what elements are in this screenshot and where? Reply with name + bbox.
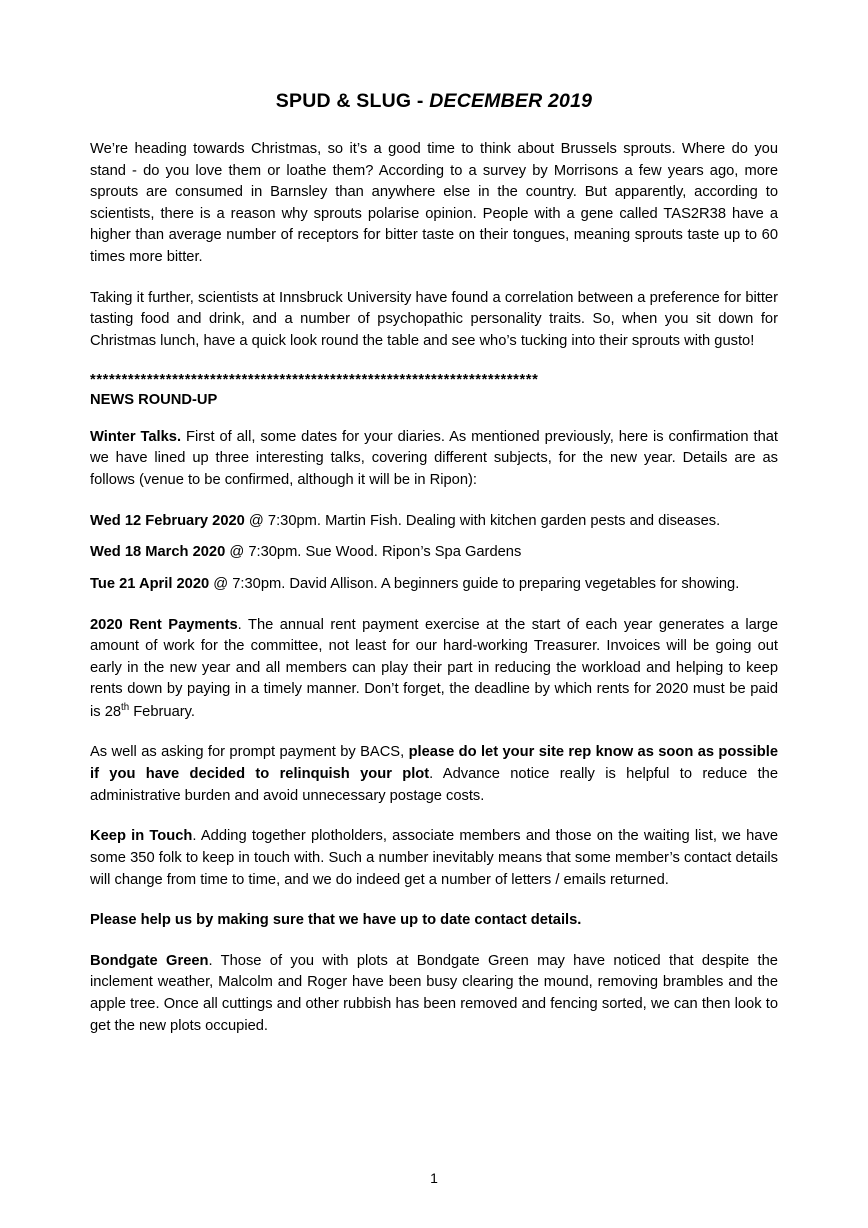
bondgate-green-body: . Those of you with plots at Bondgate Green may have noticed that despite the inclement weather, Malcolm and Roger have been busy clearing the mound, removing brambles and the apple tree. Once all cuttings and other rubbish has been removed and fencing sorted, we can then look to get the new plots occupied.: [90, 952, 778, 1034]
talk-2-details: @ 7:30pm. Sue Wood. Ripon’s Spa Gardens: [225, 544, 522, 561]
winter-talks-body: First of all, some dates for your diaries. As mentioned previously, here is confirmation that we have lined up three interesting talks, covering different subjects, for the new year. Details are as follows (venue to be confirmed, although it will be in Ripon):: [90, 428, 778, 489]
bacs-emphasis: please do let your site rep know as soon as possible if you have decided to relinquish your plot: [90, 744, 778, 783]
paragraph-bacs: [90, 742, 778, 807]
paragraph-winter-talks: [90, 427, 778, 492]
bondgate-green-lead: Bondgate Green: [90, 952, 209, 969]
paragraph-keep-in-touch: [90, 826, 778, 891]
rent-payments-body-pre: . The annual rent payment exercise at the start of each year generates a large amount of work for the committee, not least for our hard-working Treasurer. Invoices will be going out early in the new year and all members can play their part in reducing the workload and helping to keep rents down by paying in a timely manner. Don’t forget, the deadline by which rents for 2020 must be paid is 28: [90, 616, 778, 720]
title-main: SPUD & SLUG -: [275, 90, 430, 112]
bacs-pre: As well as asking for prompt payment by BACS,: [90, 744, 409, 761]
talk-3-date: Tue 21 April 2020: [90, 575, 210, 592]
paragraph-intro-1: We’re heading towards Christmas, so it’s a good time to think about Brussels sprouts. Where do you stand - do you love them or loathe them? According to a survey by Morrisons a few years ago, more sprouts are consumed in Barnsley than anywhere else in the country. But apparently, according to scientists, there is a reason why sprouts polarise opinion. People with a gene called TAS2R38 have a higher than average number of receptors for bitter taste on their tongues, meaning sprouts taste up to 60 times more bitter.: [90, 141, 778, 266]
section-divider: ***********************************************************************: [90, 372, 539, 389]
rent-payments-body-post: February.: [129, 703, 195, 720]
talk-3-details: @ 7:30pm. David Allison. A beginners guide to preparing vegetables for showing.: [209, 575, 740, 592]
page-number: 1: [430, 1170, 438, 1186]
talk-item-3: [90, 574, 778, 596]
paragraph-bondgate-green: [90, 951, 778, 1037]
talk-item-2: [90, 542, 778, 564]
keep-in-touch-body: . Adding together plotholders, associate members and those on the waiting list, we have some 350 folk to keep in touch with. Such a number inevitably means that some member’s contact details will change from time to time, and we do indeed get a number of letters / emails returned.: [90, 828, 778, 888]
rent-payments-lead: 2020 Rent Payments: [90, 616, 238, 633]
talk-1-details: @ 7:30pm. Martin Fish. Dealing with kitchen garden pests and diseases.: [244, 512, 721, 529]
page-title: [90, 90, 778, 113]
talk-2-date: Wed 18 March 2020: [90, 544, 226, 561]
talk-item-1: [90, 511, 778, 533]
bacs-post: . Advance notice really is helpful to reduce the administrative burden and avoid unnecessary postage costs.: [90, 766, 778, 804]
rent-date-suffix: th: [121, 701, 130, 713]
talk-1-date: Wed 12 February 2020: [90, 512, 245, 529]
keep-in-touch-lead: Keep in Touch: [90, 828, 193, 845]
winter-talks-lead: Winter Talks.: [90, 428, 182, 445]
paragraph-intro-2: Taking it further, scientists at Innsbruck University have found a correlation between a preference for bitter tasting food and drink, and a number of psychopathic personality traits. So, when you sit down for Christmas lunch, have a quick look round the table and see who’s tucking into their sprouts with gusto!: [90, 289, 778, 349]
news-roundup-heading: NEWS ROUND-UP: [90, 391, 218, 408]
title-date: DECEMBER 2019: [429, 90, 593, 112]
paragraph-contact-details-request: Please help us by making sure that we have up to date contact details.: [90, 912, 582, 929]
paragraph-rent-payments: [90, 615, 778, 724]
